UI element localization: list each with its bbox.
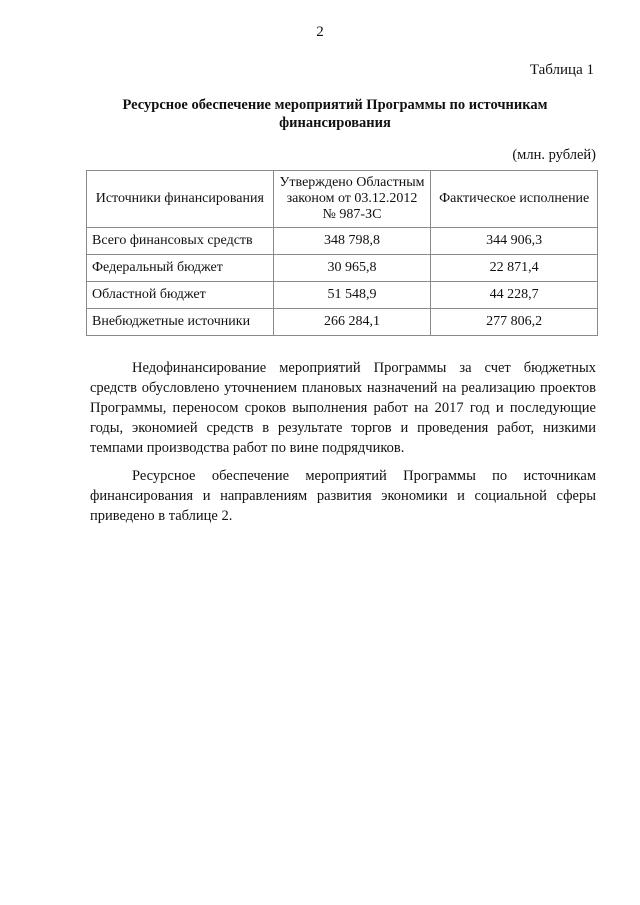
approved-cell: 348 798,8 [273, 228, 431, 255]
actual-cell: 22 871,4 [431, 255, 598, 282]
actual-cell: 344 906,3 [431, 228, 598, 255]
paragraph-underfunding: Недофинансирование мероприятий Программы за счет бюджетных средств обусловлено уточнением плановых назначений на реализацию проектов Программы, переносом сроков выполнения работ на 2017 год и последующие годы, экономией средств в результате торгов и проведения работ, низкими темпами производства работ по вине подрядчиков. [90, 360, 596, 456]
table-title: Ресурсное обеспечение мероприятий Программы по источникам финансирования [122, 97, 548, 131]
source-cell: Внебюджетные источники [87, 309, 274, 336]
units-note: (млн. рублей) [512, 147, 596, 163]
approved-cell: 30 965,8 [273, 255, 431, 282]
table-row [87, 282, 598, 309]
source-cell: Всего финансовых средств [87, 228, 274, 255]
source-cell: Областной бюджет [87, 282, 274, 309]
table-row [87, 228, 598, 255]
approved-cell: 266 284,1 [273, 309, 431, 336]
table-header-row [87, 171, 598, 228]
column-header-source: Источники финансирования [87, 171, 274, 228]
column-header-actual: Фактическое исполнение [431, 171, 598, 228]
page-number: 2 [316, 24, 324, 40]
table-row [87, 309, 598, 336]
actual-cell: 44 228,7 [431, 282, 598, 309]
actual-cell: 277 806,2 [431, 309, 598, 336]
approved-cell: 51 548,9 [273, 282, 431, 309]
paragraph-reference: Ресурсное обеспечение мероприятий Программы по источникам финансирования и направлениям развития экономики и социальной сферы приведено в таблице 2. [90, 468, 596, 524]
source-cell: Федеральный бюджет [87, 255, 274, 282]
funding-table [86, 170, 598, 336]
table-row [87, 255, 598, 282]
table-label: Таблица 1 [529, 62, 594, 78]
column-header-approved: Утверждено Областным законом от 03.12.2012 № 987-ЗС [273, 171, 431, 228]
